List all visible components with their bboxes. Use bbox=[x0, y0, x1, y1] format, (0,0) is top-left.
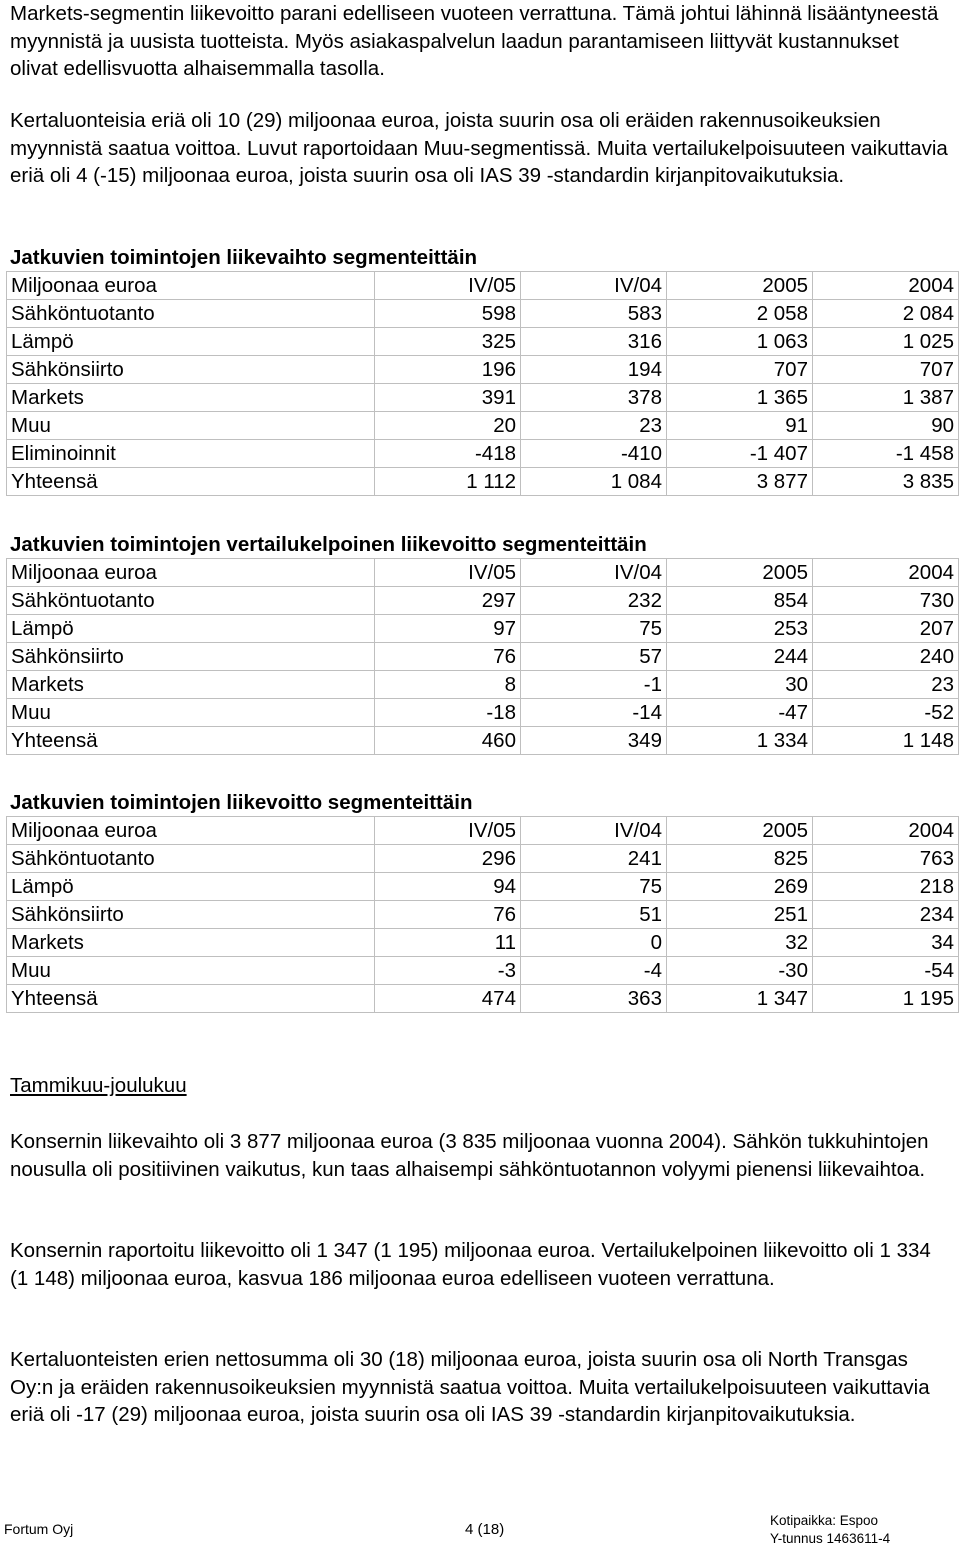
table-cell: 707 bbox=[667, 356, 813, 384]
table-cell: 34 bbox=[813, 929, 959, 957]
column-header: IV/05 bbox=[375, 817, 521, 845]
table-row bbox=[7, 468, 959, 496]
table-cell: 296 bbox=[375, 845, 521, 873]
table-cell: 251 bbox=[667, 901, 813, 929]
table-cell: -1 bbox=[521, 671, 667, 699]
table-row bbox=[7, 985, 959, 1013]
row-label: Sähkönsiirto bbox=[7, 356, 375, 384]
table-cell: 94 bbox=[375, 873, 521, 901]
row-label: Yhteensä bbox=[7, 468, 375, 496]
table-row bbox=[7, 901, 959, 929]
table-cell: 269 bbox=[667, 873, 813, 901]
table-cell: 32 bbox=[667, 929, 813, 957]
table-cell: -3 bbox=[375, 957, 521, 985]
table-cell: 51 bbox=[521, 901, 667, 929]
table-cell: 1 195 bbox=[813, 985, 959, 1013]
table-cell: 23 bbox=[521, 412, 667, 440]
column-header: Miljoonaa euroa bbox=[7, 559, 375, 587]
column-header: IV/04 bbox=[521, 559, 667, 587]
table-row bbox=[7, 873, 959, 901]
table-cell: 75 bbox=[521, 873, 667, 901]
table-cell: 474 bbox=[375, 985, 521, 1013]
table-header-row bbox=[7, 272, 959, 300]
footer-domicile: Kotipaikka: Espoo bbox=[770, 1513, 879, 1528]
table-cell: 1 084 bbox=[521, 468, 667, 496]
table-cell: 1 347 bbox=[667, 985, 813, 1013]
column-header: Miljoonaa euroa bbox=[7, 817, 375, 845]
table-cell: 253 bbox=[667, 615, 813, 643]
table-cell: 76 bbox=[375, 643, 521, 671]
table-cell: 825 bbox=[667, 845, 813, 873]
table-cell: 460 bbox=[375, 727, 521, 755]
table-cell: 2 058 bbox=[667, 300, 813, 328]
column-header: IV/05 bbox=[375, 272, 521, 300]
table-cell: 1 063 bbox=[667, 328, 813, 356]
row-label: Lämpö bbox=[7, 615, 375, 643]
column-header: IV/04 bbox=[521, 817, 667, 845]
table-cell: 240 bbox=[813, 643, 959, 671]
table-cell: -52 bbox=[813, 699, 959, 727]
row-label: Markets bbox=[7, 671, 375, 699]
table-cell: 194 bbox=[521, 356, 667, 384]
table-cell: -418 bbox=[375, 440, 521, 468]
table-cell: 218 bbox=[813, 873, 959, 901]
table-cell: 583 bbox=[521, 300, 667, 328]
table-cell: 57 bbox=[521, 643, 667, 671]
table-row bbox=[7, 957, 959, 985]
row-label: Sähköntuotanto bbox=[7, 587, 375, 615]
table-cell: 598 bbox=[375, 300, 521, 328]
table-cell: 11 bbox=[375, 929, 521, 957]
table-row bbox=[7, 440, 959, 468]
annual-paragraph-3: Kertaluonteisten erien nettosumma oli 30 (18) miljoonaa euroa, joista suurin osa oli North Transgas Oy:n ja eräiden rakennusoikeuksien myynnistä saatua voittoa. Muita vertailukelpoisuuteen vaikuttavia eriä oli -17 (29) miljoonaa euroa, joista suurin osa oli IAS 39 -standardin kirjanpitovaikutuksia. bbox=[10, 1348, 930, 1426]
table-cell: 3 835 bbox=[813, 468, 959, 496]
table-cell: 316 bbox=[521, 328, 667, 356]
table-cell: 0 bbox=[521, 929, 667, 957]
revenue-table-title: Jatkuvien toimintojen liikevaihto segmenteittäin bbox=[10, 246, 478, 269]
table-row bbox=[7, 356, 959, 384]
table-cell: 30 bbox=[667, 671, 813, 699]
column-header: 2004 bbox=[813, 817, 959, 845]
row-label: Markets bbox=[7, 929, 375, 957]
row-label: Yhteensä bbox=[7, 727, 375, 755]
row-label: Lämpö bbox=[7, 873, 375, 901]
table-cell: 75 bbox=[521, 615, 667, 643]
footer-business-id: Y-tunnus 1463611-4 bbox=[770, 1531, 891, 1546]
table-cell: 707 bbox=[813, 356, 959, 384]
table-cell: 763 bbox=[813, 845, 959, 873]
column-header: 2005 bbox=[667, 272, 813, 300]
row-label: Sähköntuotanto bbox=[7, 300, 375, 328]
row-label: Sähkönsiirto bbox=[7, 901, 375, 929]
column-header: 2004 bbox=[813, 272, 959, 300]
row-label: Lämpö bbox=[7, 328, 375, 356]
table-cell: 391 bbox=[375, 384, 521, 412]
row-label: Muu bbox=[7, 957, 375, 985]
table-row bbox=[7, 328, 959, 356]
table-row bbox=[7, 671, 959, 699]
table-cell: 1 334 bbox=[667, 727, 813, 755]
table-cell: 91 bbox=[667, 412, 813, 440]
operating-profit-table-title: Jatkuvien toimintojen liikevoitto segmenteittäin bbox=[10, 791, 473, 814]
table-cell: -1 407 bbox=[667, 440, 813, 468]
table-cell: 20 bbox=[375, 412, 521, 440]
table-cell: 297 bbox=[375, 587, 521, 615]
table-row bbox=[7, 699, 959, 727]
table-cell: -4 bbox=[521, 957, 667, 985]
column-header: IV/05 bbox=[375, 559, 521, 587]
annual-paragraph-2: Konsernin raportoitu liikevoitto oli 1 347 (1 195) miljoonaa euroa. Vertailukelpoinen liikevoitto oli 1 334 (1 148) miljoonaa euroa, kasvua 186 miljoonaa euroa edelliseen vuoteen verrattuna. bbox=[10, 1239, 931, 1290]
table-cell: 76 bbox=[375, 901, 521, 929]
table-row bbox=[7, 384, 959, 412]
table-row bbox=[7, 300, 959, 328]
table-cell: -30 bbox=[667, 957, 813, 985]
table-row bbox=[7, 587, 959, 615]
table-row bbox=[7, 845, 959, 873]
table-cell: 232 bbox=[521, 587, 667, 615]
footer-page-number: 4 (18) bbox=[465, 1521, 505, 1538]
table-cell: 363 bbox=[521, 985, 667, 1013]
row-label: Muu bbox=[7, 699, 375, 727]
table-cell: -410 bbox=[521, 440, 667, 468]
table-cell: 207 bbox=[813, 615, 959, 643]
table-cell: 244 bbox=[667, 643, 813, 671]
table-cell: 196 bbox=[375, 356, 521, 384]
row-label: Sähköntuotanto bbox=[7, 845, 375, 873]
revenue-table bbox=[6, 271, 959, 496]
intro-paragraph-1: Markets-segmentin liikevoitto parani edelliseen vuoteen verrattuna. Tämä johtui lähinnä lisääntyneestä myynnistä ja uusista tuotteista. Myös asiakaspalvelun laadun parantamiseen liittyvät kustannukset olivat edellisvuotta alhaisemmalla tasolla. bbox=[10, 2, 939, 80]
column-header: 2005 bbox=[667, 817, 813, 845]
table-cell: -47 bbox=[667, 699, 813, 727]
table-cell: 854 bbox=[667, 587, 813, 615]
table-cell: 23 bbox=[813, 671, 959, 699]
comparable-profit-table bbox=[6, 558, 959, 755]
table-cell: 1 112 bbox=[375, 468, 521, 496]
table-cell: 8 bbox=[375, 671, 521, 699]
table-cell: 349 bbox=[521, 727, 667, 755]
table-cell: 325 bbox=[375, 328, 521, 356]
table-cell: 730 bbox=[813, 587, 959, 615]
footer-company-info bbox=[770, 1512, 890, 1548]
row-label: Markets bbox=[7, 384, 375, 412]
table-cell: 3 877 bbox=[667, 468, 813, 496]
table-cell: 1 387 bbox=[813, 384, 959, 412]
table-cell: 2 084 bbox=[813, 300, 959, 328]
table-header-row bbox=[7, 559, 959, 587]
table-cell: -14 bbox=[521, 699, 667, 727]
table-row bbox=[7, 412, 959, 440]
table-row bbox=[7, 615, 959, 643]
column-header: 2004 bbox=[813, 559, 959, 587]
table-cell: 241 bbox=[521, 845, 667, 873]
footer-company: Fortum Oyj bbox=[4, 1521, 74, 1537]
table-cell: -54 bbox=[813, 957, 959, 985]
table-cell: -1 458 bbox=[813, 440, 959, 468]
table-cell: 1 148 bbox=[813, 727, 959, 755]
annual-section-heading: Tammikuu-joulukuu bbox=[10, 1074, 187, 1097]
table-cell: 234 bbox=[813, 901, 959, 929]
table-row bbox=[7, 727, 959, 755]
row-label: Eliminoinnit bbox=[7, 440, 375, 468]
table-row bbox=[7, 643, 959, 671]
row-label: Sähkönsiirto bbox=[7, 643, 375, 671]
table-row bbox=[7, 929, 959, 957]
table-cell: -18 bbox=[375, 699, 521, 727]
comparable-profit-table-title: Jatkuvien toimintojen vertailukelpoinen liikevoitto segmenteittäin bbox=[10, 533, 647, 556]
column-header: IV/04 bbox=[521, 272, 667, 300]
table-cell: 1 025 bbox=[813, 328, 959, 356]
table-cell: 97 bbox=[375, 615, 521, 643]
column-header: 2005 bbox=[667, 559, 813, 587]
row-label: Muu bbox=[7, 412, 375, 440]
intro-paragraph-2: Kertaluonteisia eriä oli 10 (29) miljoonaa euroa, joista suurin osa oli eräiden rakennusoikeuksien myynnistä saatua voittoa. Luvut raportoidaan Muu-segmentissä. Muita vertailukelpoisuuteen vaikuttavia eriä oli 4 (-15) miljoonaa euroa, joista suurin osa oli IAS 39 -standardin kirjanpitovaikutuksia. bbox=[10, 109, 948, 187]
table-header-row bbox=[7, 817, 959, 845]
operating-profit-table bbox=[6, 816, 959, 1013]
row-label: Yhteensä bbox=[7, 985, 375, 1013]
column-header: Miljoonaa euroa bbox=[7, 272, 375, 300]
table-cell: 1 365 bbox=[667, 384, 813, 412]
table-cell: 90 bbox=[813, 412, 959, 440]
table-cell: 378 bbox=[521, 384, 667, 412]
annual-paragraph-1: Konsernin liikevaihto oli 3 877 miljoonaa euroa (3 835 miljoonaa vuonna 2004). Sähkön tukkuhintojen nousulla oli positiivinen vaikutus, kun taas alhaisempi sähköntuotannon volyymi pienensi liikevaihtoa. bbox=[10, 1130, 929, 1181]
